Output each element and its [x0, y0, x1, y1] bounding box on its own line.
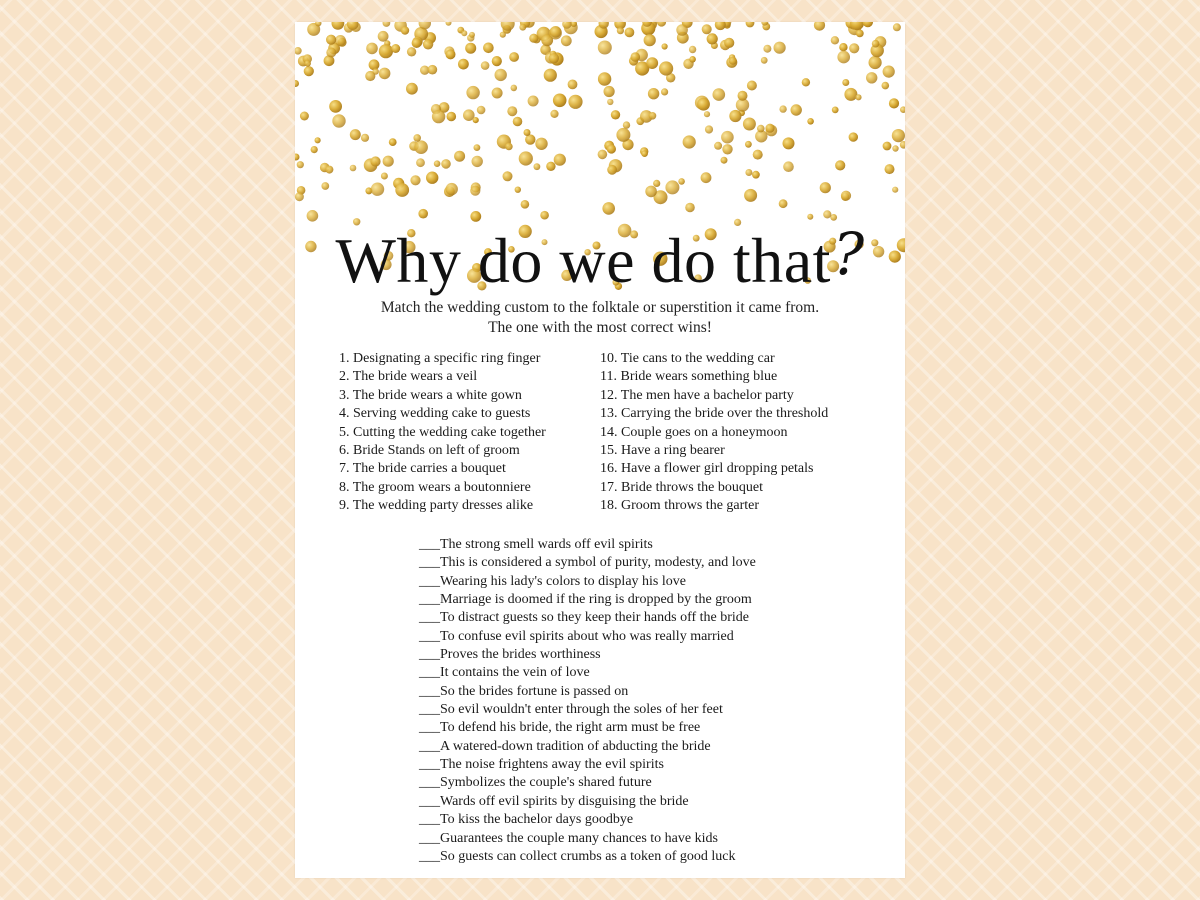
- confetti-dot: [598, 41, 612, 55]
- confetti-dot: [745, 169, 752, 176]
- answer-item: ___The noise frightens away the evil spirits: [419, 757, 664, 773]
- answer-item: ___Wearing his lady's colors to display his love: [419, 573, 686, 589]
- confetti-dot: [350, 165, 357, 172]
- confetti-dot: [783, 161, 794, 172]
- confetti-dot: [889, 98, 899, 108]
- confetti-dot: [856, 30, 864, 38]
- customs-column-right: [600, 350, 879, 516]
- confetti-dot: [892, 129, 905, 142]
- confetti-dot: [495, 69, 507, 81]
- confetti-dot: [604, 86, 615, 97]
- confetti-dot: [528, 96, 539, 107]
- confetti-dot: [722, 144, 732, 154]
- custom-item: 13. Carrying the bride over the threshold: [600, 406, 829, 422]
- custom-item: 6. Bride Stands on left of groom: [339, 443, 520, 459]
- confetti-dot: [841, 191, 851, 201]
- confetti-dot: [473, 117, 479, 123]
- confetti-dot: [326, 48, 336, 58]
- confetti-dot: [713, 88, 726, 101]
- confetti-dot: [831, 36, 839, 44]
- confetti-dot: [707, 33, 718, 44]
- confetti-dot: [705, 125, 713, 133]
- confetti-dot: [683, 135, 696, 148]
- custom-item: 11. Bride wears something blue: [600, 369, 778, 385]
- confetti-dot: [325, 166, 333, 174]
- answer-item: ___To distract guests so they keep their hands off the bride: [419, 610, 750, 626]
- confetti-dot: [761, 57, 768, 64]
- confetti-dot: [395, 183, 409, 197]
- confetti-dot: [550, 110, 558, 118]
- confetti-dot: [295, 47, 302, 55]
- confetti-dot: [447, 112, 457, 122]
- confetti-dot: [426, 172, 438, 184]
- confetti-dot: [481, 61, 490, 70]
- answer-item: ___This is considered a symbol of purity, modesty, and love: [419, 555, 756, 571]
- custom-item: 17. Bride throws the bouquet: [600, 479, 763, 495]
- confetti-dot: [549, 53, 559, 63]
- custom-item: 5. Cutting the wedding cake together: [339, 424, 546, 440]
- confetti-dot: [757, 125, 765, 133]
- confetti-dot: [521, 200, 530, 209]
- confetti-dot: [661, 88, 668, 95]
- confetti-dot: [297, 161, 304, 168]
- confetti-dot: [820, 182, 831, 193]
- confetti-dot: [783, 137, 795, 149]
- confetti-dot: [729, 57, 737, 65]
- confetti-dot: [446, 22, 452, 26]
- confetti-dot: [295, 192, 304, 201]
- custom-item: 16. Have a flower girl dropping petals: [600, 461, 814, 477]
- confetti-dot: [791, 104, 802, 115]
- confetti-dot: [631, 52, 641, 62]
- confetti-dot: [883, 66, 895, 78]
- confetti-dot: [721, 157, 728, 164]
- answer-item: ___Marriage is doomed if the ring is dropped by the groom: [419, 592, 752, 608]
- answer-item: ___Guarantees the couple many chances to have kids: [419, 830, 718, 846]
- confetti-dot: [872, 40, 880, 48]
- confetti-dot: [744, 189, 757, 202]
- confetti-dot: [714, 142, 722, 150]
- confetti-dot: [568, 80, 578, 90]
- instructions-line: The one with the most correct wins!: [488, 319, 712, 336]
- confetti-dot: [535, 138, 547, 150]
- confetti-dot: [550, 26, 562, 38]
- confetti-dot: [474, 144, 481, 151]
- custom-item: 4. Serving wedding cake to guests: [339, 406, 531, 422]
- answer-item: ___To confuse evil spirits about who was really married: [419, 628, 734, 644]
- confetti-dot: [412, 38, 422, 48]
- confetti-dot: [623, 121, 630, 128]
- answer-item: ___The strong smell wards off evil spirits: [419, 537, 653, 552]
- confetti-dot: [676, 24, 688, 36]
- confetti-dot: [662, 43, 668, 49]
- confetti-dot: [379, 68, 391, 80]
- confetti-dot: [423, 39, 433, 49]
- confetti-dot: [383, 156, 394, 167]
- confetti-dot: [729, 110, 741, 122]
- confetti-dot: [505, 143, 513, 151]
- custom-item: 8. The groom wears a boutonniere: [339, 479, 531, 495]
- custom-item: 9. The wedding party dresses alike: [339, 498, 534, 514]
- instructions-line: Match the wedding custom to the folktale or superstition it came from.: [380, 299, 820, 316]
- confetti-dot: [300, 112, 309, 121]
- confetti-dot: [893, 23, 901, 31]
- confetti-dot: [406, 83, 418, 95]
- confetti-dot: [835, 160, 845, 170]
- page-title: [295, 214, 905, 301]
- answer-item: ___Proves the brides worthiness: [419, 647, 601, 663]
- confetti-dot: [849, 43, 859, 53]
- confetti-dot: [304, 60, 311, 67]
- confetti-dot: [391, 44, 400, 53]
- confetti-dot: [616, 128, 630, 142]
- confetti-dot: [401, 26, 409, 34]
- instructions: [295, 298, 905, 338]
- confetti-dot: [814, 22, 825, 31]
- confetti-dot: [492, 56, 502, 66]
- title-text: Why do we do that: [335, 225, 831, 296]
- question-mark: ?: [832, 220, 865, 288]
- confetti-dot: [746, 22, 755, 27]
- confetti-dot: [311, 146, 318, 153]
- confetti-dot: [747, 81, 757, 91]
- confetti-dot: [466, 86, 479, 99]
- confetti-dot: [515, 187, 521, 193]
- confetti-dot: [378, 31, 389, 42]
- custom-item: 7. The bride carries a bouquet: [339, 461, 506, 477]
- confetti-dot: [454, 151, 465, 162]
- confetti-dot: [743, 118, 756, 131]
- confetti-dot: [371, 183, 384, 196]
- confetti-dot: [659, 61, 673, 75]
- confetti-dot: [678, 178, 685, 185]
- answer-item: ___Wards off evil spirits by disguising the bride: [419, 793, 689, 809]
- confetti-dot: [332, 114, 345, 127]
- confetti-dot: [350, 129, 361, 140]
- confetti-dot: [513, 117, 523, 127]
- confetti-dot: [752, 171, 760, 179]
- custom-item: 2. The bride wears a veil: [339, 369, 478, 385]
- confetti-dot: [892, 187, 898, 193]
- confetti-dot: [511, 85, 518, 92]
- customs-column-left: [339, 350, 600, 516]
- confetti-dot: [657, 22, 666, 27]
- confetti-dot: [598, 72, 611, 85]
- custom-item: 18. Groom throws the garter: [600, 498, 760, 514]
- confetti-dot: [381, 173, 388, 180]
- confetti-dot: [779, 199, 788, 208]
- confetti-dot: [704, 111, 710, 117]
- confetti-dot: [779, 105, 786, 112]
- game-card: [295, 22, 905, 878]
- confetti-dot: [509, 52, 519, 62]
- confetti-dot: [554, 154, 566, 166]
- confetti-dot: [892, 145, 898, 151]
- confetti-dot: [842, 79, 849, 86]
- confetti-dot: [329, 100, 342, 113]
- confetti-dot: [607, 144, 616, 153]
- confetti-dot: [721, 131, 734, 144]
- answer-item: ___To kiss the bachelor days goodbye: [419, 812, 634, 828]
- confetti-dot: [646, 57, 658, 69]
- confetti-dot: [863, 22, 873, 27]
- confetti-dot: [335, 35, 346, 46]
- confetti-dot: [702, 24, 712, 34]
- confetti-dot: [416, 158, 425, 167]
- confetti-dot: [461, 30, 467, 36]
- confetti-dot: [465, 43, 476, 54]
- confetti-dot: [519, 24, 526, 31]
- confetti-dot: [446, 49, 456, 59]
- confetti-dot: [529, 34, 538, 43]
- confetti-dot: [802, 78, 810, 86]
- confetti-dot: [432, 110, 445, 123]
- confetti-dot: [765, 124, 774, 133]
- confetti-dot: [477, 106, 486, 115]
- confetti-dot: [807, 118, 814, 125]
- confetti-dot: [866, 72, 877, 83]
- confetti-dot: [607, 99, 613, 105]
- confetti-dot: [553, 94, 567, 108]
- confetti-dot: [373, 68, 379, 74]
- custom-item: 10. Tie cans to the wedding car: [600, 351, 775, 366]
- confetti-dot: [625, 28, 635, 38]
- confetti-dot: [849, 132, 858, 141]
- confetti-dot: [389, 138, 397, 146]
- confetti-dot: [295, 80, 299, 87]
- confetti-dot: [546, 162, 555, 171]
- custom-item: 3. The bride wears a white gown: [339, 387, 522, 403]
- confetti-dot: [738, 91, 748, 101]
- confetti-dot: [832, 107, 839, 114]
- confetti-dot: [321, 182, 329, 190]
- confetti-dot: [370, 156, 380, 166]
- confetti-dot: [883, 142, 892, 151]
- answer-item: ___Symbolizes the couple's shared future: [419, 775, 652, 791]
- confetti-dot: [315, 137, 321, 143]
- confetti-dot: [407, 47, 416, 56]
- confetti-dot: [611, 110, 620, 119]
- confetti-dot: [649, 112, 657, 120]
- confetti-dot: [839, 43, 847, 51]
- confetti-dot: [446, 183, 458, 195]
- confetti-dot: [332, 22, 345, 30]
- confetti-dot: [644, 34, 656, 46]
- confetti-dot: [648, 88, 659, 99]
- confetti-dot: [503, 171, 513, 181]
- confetti-dot: [689, 56, 696, 63]
- custom-item: 1. Designating a specific ring finger: [339, 351, 541, 366]
- confetti-dot: [413, 134, 421, 142]
- confetti-dot: [745, 141, 752, 148]
- confetti-dot: [602, 202, 615, 215]
- confetti-dot: [383, 22, 391, 27]
- confetti-dot: [326, 35, 336, 45]
- confetti-dot: [470, 186, 480, 196]
- confetti-dot: [410, 175, 420, 185]
- answer-item: ___So evil wouldn't enter through the soles of her feet: [419, 702, 723, 718]
- custom-item: 14. Couple goes on a honeymoon: [600, 424, 788, 440]
- answers-list: [419, 536, 879, 866]
- confetti-dot: [434, 160, 441, 167]
- custom-item: 15. Have a ring bearer: [600, 443, 725, 459]
- confetti-dot: [763, 45, 771, 53]
- confetti-dot: [500, 32, 506, 38]
- confetti-dot: [361, 134, 369, 142]
- confetti-dot: [469, 32, 475, 38]
- confetti-dot: [715, 22, 726, 30]
- answer-item: ___So the brides fortune is passed on: [419, 683, 629, 699]
- confetti-dot: [534, 163, 541, 170]
- confetti-dot: [544, 69, 557, 82]
- confetti-dot: [524, 129, 531, 136]
- confetti-dot: [428, 65, 438, 75]
- confetti-dot: [645, 186, 657, 198]
- confetti-dot: [882, 82, 890, 90]
- confetti-dot: [701, 172, 712, 183]
- confetti-dot: [689, 46, 696, 53]
- confetti-dot: [366, 43, 378, 55]
- confetti-dot: [665, 180, 679, 194]
- confetti-dot: [441, 159, 451, 169]
- confetti-dot: [697, 98, 710, 111]
- confetti-dot: [641, 150, 648, 157]
- confetti-dot: [844, 88, 857, 101]
- answer-item: ___To defend his bride, the right arm must be free: [419, 720, 701, 736]
- answer-item: ___So guests can collect crumbs as a token of good luck: [419, 848, 736, 864]
- custom-item: 12. The men have a bachelor party: [600, 387, 794, 403]
- confetti-dot: [483, 43, 494, 54]
- confetti-dot: [414, 140, 428, 154]
- answer-item: ___It contains the vein of love: [419, 665, 590, 681]
- confetti-dot: [369, 59, 380, 70]
- confetti-dot: [561, 35, 572, 46]
- confetti-dot: [607, 165, 617, 175]
- confetti-dot: [724, 38, 734, 48]
- confetti-dot: [774, 42, 786, 54]
- confetti-dot: [869, 56, 882, 69]
- confetti-dot: [753, 150, 763, 160]
- confetti-dot: [617, 27, 624, 34]
- confetti-dot: [492, 88, 503, 99]
- confetti-dot: [304, 66, 314, 76]
- confetti-dot: [379, 44, 393, 58]
- confetti-dot: [837, 51, 850, 64]
- confetti-dot: [885, 164, 895, 174]
- confetti-dot: [900, 141, 905, 149]
- confetti-dot: [685, 203, 695, 213]
- confetti-dot: [598, 150, 608, 160]
- confetti-dot: [295, 154, 300, 161]
- confetti-dot: [472, 156, 483, 167]
- answer-item: ___A watered-down tradition of abducting the bride: [419, 738, 711, 754]
- confetti-dot: [507, 106, 517, 116]
- confetti-dot: [855, 94, 861, 100]
- confetti-dot: [458, 59, 469, 70]
- confetti-dot: [653, 180, 660, 187]
- customs-list: [339, 350, 879, 516]
- confetti-dot: [519, 151, 533, 165]
- confetti-dot: [568, 95, 582, 109]
- confetti-dot: [900, 106, 905, 113]
